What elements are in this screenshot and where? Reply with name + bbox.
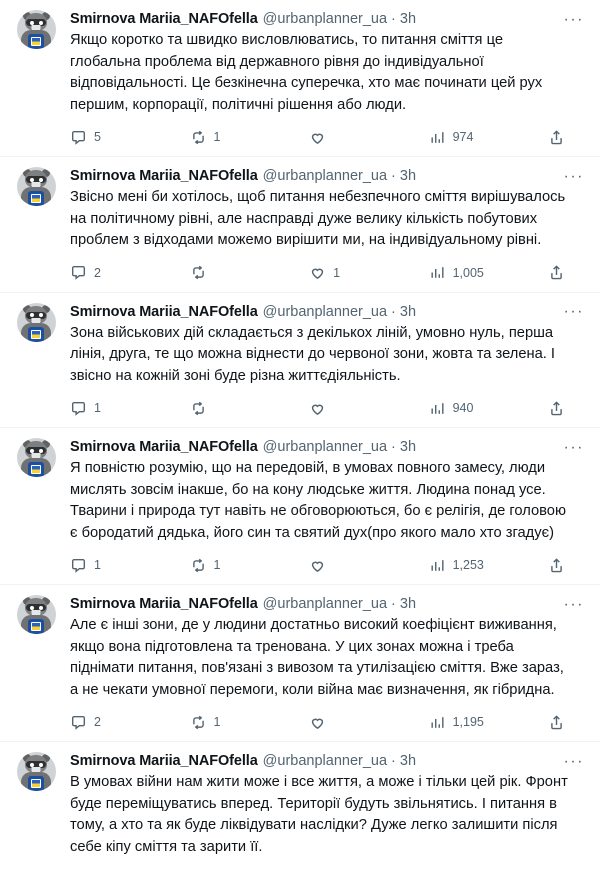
like-button[interactable] — [309, 264, 429, 281]
separator-dot: · — [391, 596, 396, 612]
share-icon — [548, 129, 565, 146]
like-button[interactable] — [309, 557, 429, 574]
views-button[interactable] — [429, 400, 549, 417]
tweet-actions — [70, 391, 588, 425]
share-button[interactable] — [548, 714, 588, 731]
avatar-eye-right — [39, 21, 43, 25]
tweet-1[interactable] — [0, 156, 600, 292]
tweet-body — [60, 303, 588, 426]
display-name[interactable]: Smirnova Mariia_NAFOfella — [70, 439, 258, 455]
tweet-header — [70, 167, 588, 186]
handle[interactable]: @urbanplanner_ua — [262, 303, 388, 320]
reply-button[interactable] — [70, 557, 190, 574]
tweet-text: Зона військових дій складається з декількох ліній, умовно нуль, перша лінія, друга, те що можна віднести до червоної зони, жовта та зелена. І звісно на кожній зоні буде різна життєдіяльність. — [70, 324, 560, 384]
reply-icon — [70, 714, 87, 731]
more-options-icon[interactable]: ··· — [563, 752, 584, 770]
avatar-eye-left — [30, 21, 34, 25]
ukraine-flag-icon — [31, 622, 41, 631]
more-options-icon[interactable]: ··· — [563, 303, 584, 320]
retweet-count: 1 — [213, 558, 221, 572]
share-button[interactable] — [548, 400, 588, 417]
avatar-column — [12, 595, 60, 739]
tweet-text: Якщо коротко та швидко висловлюватись, то питання сміття це глобальна проблема від державного рівня до індивідуальної відповідальності. Це безкінечна суперечка, хто має починати цей рух першим, корпорації, політичні рішення або люди. — [70, 32, 547, 113]
separator-dot: · — [391, 303, 396, 320]
avatar[interactable] — [17, 438, 56, 477]
ukraine-flag-icon — [31, 37, 41, 46]
views-count: 1,195 — [452, 715, 484, 729]
reply-button[interactable] — [70, 714, 190, 731]
like-icon — [309, 557, 326, 574]
tweet-header — [70, 752, 588, 771]
like-button[interactable] — [309, 714, 429, 731]
views-icon — [429, 129, 446, 146]
avatar-column — [12, 752, 60, 860]
share-icon — [548, 264, 565, 281]
avatar[interactable] — [17, 752, 56, 791]
avatar-eye-left — [30, 606, 34, 610]
views-count: 1,005 — [452, 265, 484, 280]
ukraine-flag-icon — [31, 194, 41, 203]
avatar-column — [12, 167, 60, 290]
reply-icon — [70, 264, 87, 281]
views-count: 974 — [452, 130, 474, 144]
tweet-body — [60, 438, 588, 582]
more-options-icon[interactable]: ··· — [563, 595, 584, 613]
like-count: 1 — [333, 265, 341, 280]
tweet-header — [70, 303, 588, 322]
like-icon — [309, 714, 326, 731]
like-button[interactable] — [309, 129, 429, 146]
avatar-column — [12, 303, 60, 426]
reply-icon — [70, 129, 87, 146]
timestamp[interactable]: 3h — [399, 439, 417, 455]
views-button[interactable] — [429, 264, 549, 281]
tweet-text: Я повністю розумію, що на передовій, в умовах повного замесу, люди мислять зовсім інакше, бо на кону людське життя. Людина понад усе. Тварини і природа тут навіть не обговорюються, бо є релігія, де головою є бородатий дядька, його син та святий дух(про якого мало хто згадує) — [70, 460, 571, 541]
reply-button[interactable] — [70, 400, 190, 417]
handle[interactable]: @urbanplanner_ua — [262, 753, 388, 769]
like-icon — [309, 400, 326, 417]
tweet-2[interactable] — [0, 292, 600, 428]
more-options-icon[interactable]: ··· — [563, 10, 584, 28]
like-icon — [309, 264, 326, 281]
tweet-actions — [70, 548, 588, 582]
retweet-button[interactable] — [190, 129, 310, 146]
share-icon — [548, 557, 565, 574]
tweet-body — [60, 167, 588, 290]
retweet-icon — [190, 714, 207, 731]
reply-button[interactable] — [70, 264, 190, 281]
share-button[interactable] — [548, 557, 588, 574]
views-count: 1,253 — [452, 558, 484, 572]
views-icon — [429, 400, 446, 417]
avatar[interactable] — [17, 10, 56, 49]
tweet-text: Звісно мені би хотілось, щоб питання небезпечного сміття вирішувалось на політичному рівні, але насправді дуже велику кількість побутових проблем з відходами можемо вирішити ми, на індивідуальному рівні. — [70, 189, 570, 248]
tweet-actions — [70, 120, 588, 154]
tweet-text: В умовах війни нам жити може і все життя, а може і тільки цей рік. Фронт буде переміщуватись вперед. Території будуть звільнятись. І питання в тому, а хто та як буде ліквідувати наслідки? Дуже легко залишити після себе кіпу сміття та зарити її. — [70, 774, 572, 855]
separator-dot: · — [391, 439, 396, 455]
avatar-eye-right — [39, 178, 43, 182]
reply-button[interactable] — [70, 129, 190, 146]
share-button[interactable] — [548, 129, 588, 146]
avatar-eye-left — [30, 449, 34, 453]
reply-count: 1 — [94, 401, 101, 415]
avatar-eye-right — [39, 606, 43, 610]
avatar[interactable] — [17, 595, 56, 634]
tweet-header — [70, 438, 588, 457]
separator-dot: · — [391, 168, 396, 184]
reply-count: 2 — [94, 715, 101, 729]
avatar-eye-right — [39, 449, 43, 453]
retweet-button[interactable] — [190, 400, 310, 417]
share-button[interactable] — [548, 264, 588, 281]
display-name[interactable]: Smirnova Mariia_NAFOfella — [70, 303, 258, 320]
avatar-eye-left — [30, 178, 34, 182]
like-button[interactable] — [309, 400, 429, 417]
retweet-count: 1 — [213, 130, 221, 144]
reply-count: 5 — [94, 130, 101, 144]
ukraine-flag-icon — [31, 779, 41, 788]
views-icon — [429, 557, 446, 574]
avatar-eye-left — [30, 763, 34, 767]
reply-icon — [70, 400, 87, 417]
share-icon — [548, 400, 565, 417]
handle[interactable]: @urbanplanner_ua — [262, 11, 388, 27]
tweet-5[interactable] — [0, 741, 600, 862]
tweet-body — [60, 752, 588, 860]
more-options-icon[interactable]: ··· — [563, 167, 584, 185]
retweet-icon — [190, 264, 207, 281]
more-options-icon[interactable]: ··· — [563, 438, 584, 456]
handle[interactable]: @urbanplanner_ua — [262, 168, 388, 184]
tweet-header — [70, 10, 588, 29]
views-button[interactable] — [429, 557, 549, 574]
views-button[interactable] — [429, 714, 549, 731]
views-button[interactable] — [429, 129, 549, 146]
retweet-icon — [190, 129, 207, 146]
tweet-3[interactable] — [0, 427, 600, 584]
share-icon — [548, 714, 565, 731]
retweet-count: 1 — [213, 715, 221, 729]
retweet-button[interactable] — [190, 557, 310, 574]
display-name[interactable]: Smirnova Mariia_NAFOfella — [70, 168, 258, 184]
display-name[interactable]: Smirnova Mariia_NAFOfella — [70, 596, 258, 612]
avatar[interactable] — [17, 303, 56, 342]
avatar-column — [12, 10, 60, 154]
avatar[interactable] — [17, 167, 56, 206]
tweet-actions — [70, 256, 588, 290]
avatar-eye-right — [39, 313, 43, 317]
timestamp[interactable]: 3h — [399, 168, 417, 184]
like-icon — [309, 129, 326, 146]
timestamp[interactable]: 3h — [399, 303, 417, 320]
retweet-icon — [190, 557, 207, 574]
reply-icon — [70, 557, 87, 574]
avatar-eye-right — [39, 763, 43, 767]
tweet-text: Але є інші зони, де у людини достатньо високий коефіцієнт виживання, якщо вона підготовлена та тренована. У цих зонах можна і треба піднімати питання, пов'язані з вивозом та утилізацією сміття. Вже зараз, а не чекати умовної перемоги, коли війна має визначення, як гібридна. — [70, 617, 568, 698]
ukraine-flag-icon — [31, 330, 41, 339]
tweet-actions — [70, 705, 588, 739]
reply-count: 1 — [94, 558, 101, 572]
views-count: 940 — [452, 401, 474, 415]
views-icon — [429, 264, 446, 281]
retweet-icon — [190, 400, 207, 417]
handle[interactable]: @urbanplanner_ua — [262, 439, 388, 455]
display-name[interactable]: Smirnova Mariia_NAFOfella — [70, 753, 258, 769]
tweet-header — [70, 595, 588, 614]
timestamp[interactable]: 3h — [399, 11, 417, 27]
handle[interactable]: @urbanplanner_ua — [262, 596, 388, 612]
tweet-0[interactable] — [0, 0, 600, 156]
reply-count: 2 — [94, 265, 101, 280]
ukraine-flag-icon — [31, 465, 41, 474]
display-name[interactable]: Smirnova Mariia_NAFOfella — [70, 11, 258, 27]
avatar-eye-left — [30, 313, 34, 317]
tweet-4[interactable] — [0, 584, 600, 741]
separator-dot: · — [391, 753, 396, 769]
avatar-column — [12, 438, 60, 582]
retweet-button[interactable] — [190, 264, 310, 281]
tweet-body — [60, 10, 588, 154]
tweet-body — [60, 595, 588, 739]
timestamp[interactable]: 3h — [399, 753, 417, 769]
separator-dot: · — [391, 11, 396, 27]
retweet-button[interactable] — [190, 714, 310, 731]
views-icon — [429, 714, 446, 731]
timestamp[interactable]: 3h — [399, 596, 417, 612]
